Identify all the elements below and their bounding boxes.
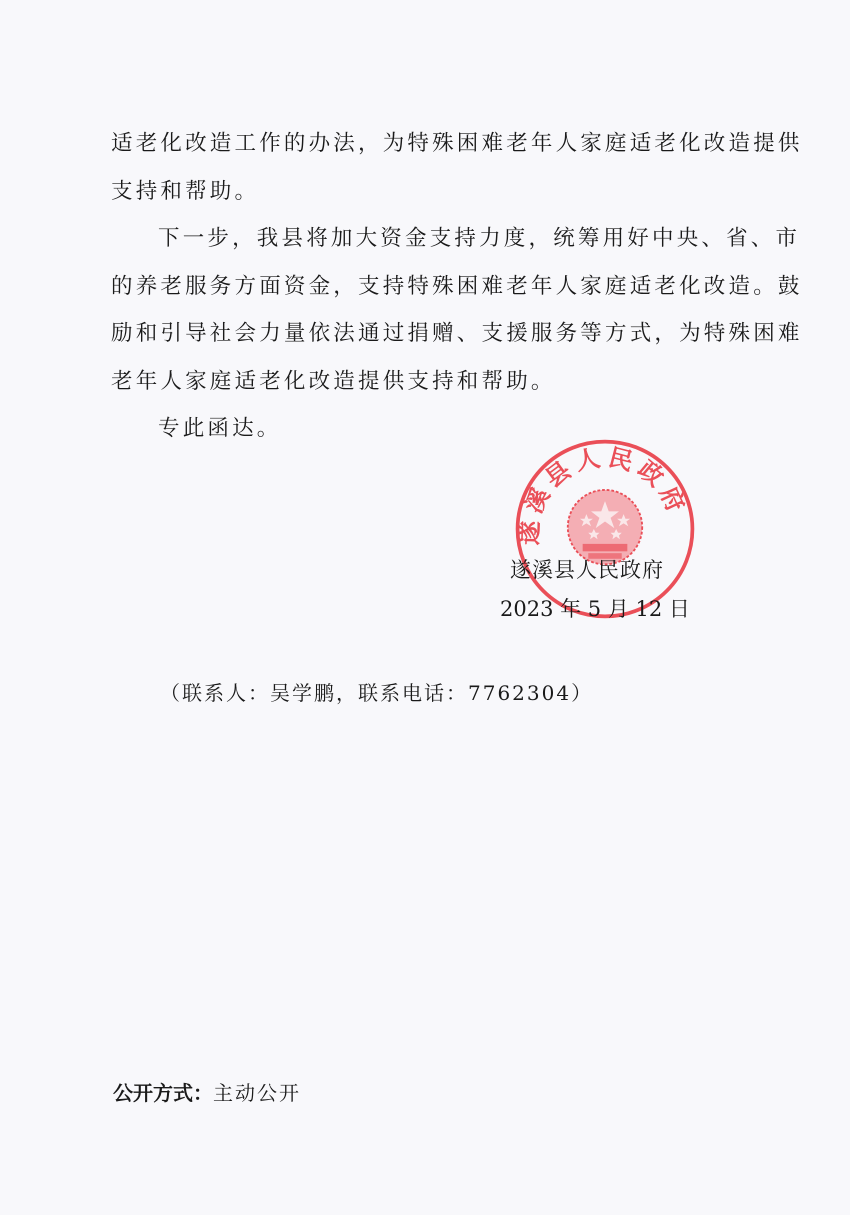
closing-line: 专此函达。: [158, 416, 282, 441]
disclosure-method: [113, 1078, 301, 1108]
body-line-4: 的养老服务方面资金，支持特殊困难老年人家庭适老化改造。鼓: [111, 274, 803, 299]
body-line-1: 适老化改造工作的办法，为特殊困难老年人家庭适老化改造提供: [111, 131, 803, 156]
body-line-2: 支持和帮助。: [111, 179, 260, 204]
disclosure-value: 主动公开: [213, 1081, 301, 1105]
body-line-3: 下一步，我县将加大资金支持力度，统筹用好中央、省、市: [158, 226, 801, 251]
signature-date: 2023 年 5 月 12 日: [500, 597, 690, 621]
disclosure-label: 公开方式：: [113, 1081, 213, 1105]
signature-organization: 遂溪县人民政府: [510, 558, 664, 582]
body-line-6: 老年人家庭适老化改造提供支持和帮助。: [111, 369, 556, 394]
seal-text: 遂溪县人民政府: [514, 441, 693, 546]
contact-info: （联系人：吴学鹏，联系电话：7762304）: [160, 681, 594, 705]
body-line-5: 励和引导社会力量依法通过捐赠、支援服务等方式，为特殊困难: [111, 321, 803, 346]
